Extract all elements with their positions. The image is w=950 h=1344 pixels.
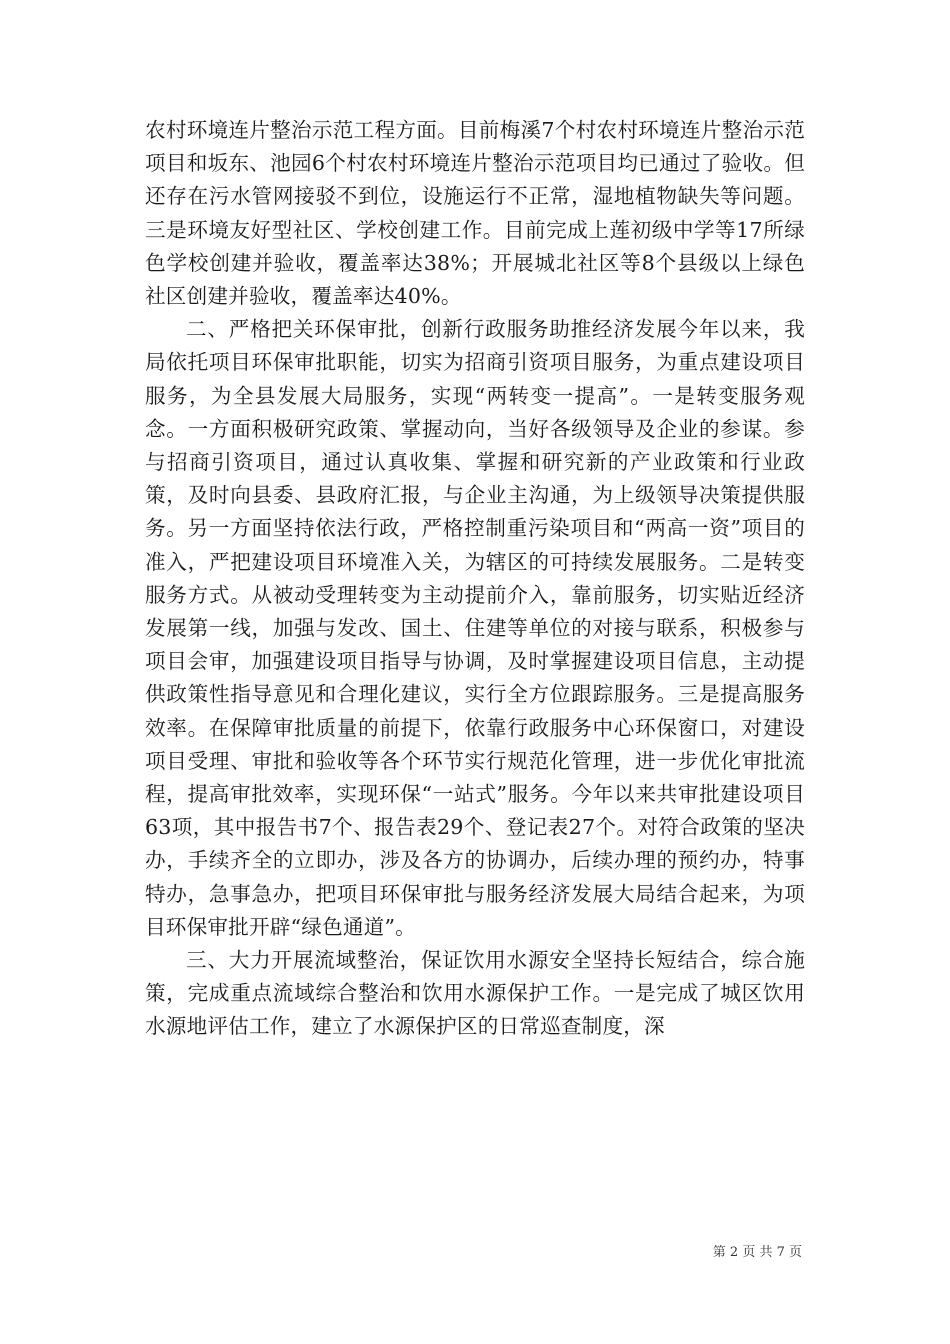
- document-body: [145, 114, 805, 1044]
- paragraph-continuation: 农村环境连片整治示范工程方面。目前梅溪7个村农村环境连片整治示范项目和坂东、池园6个村农村环境连片整治示范项目均已通过了验收。但还存在污水管网接驳不到位，设施运行不正常，湿地植物缺失等问题。三是环境友好型社区、学校创建工作。目前完成上莲初级中学等17所绿色学校创建并验收，覆盖率达38%；开展城北社区等8个县级以上绿色社区创建并验收，覆盖率达40%。: [145, 118, 805, 309]
- paragraph-section-three: 三、大力开展流域整治，保证饮用水源安全坚持长短结合，综合施策，完成重点流域综合整治和饮用水源保护工作。一是完成了城区饮用水源地评估工作，建立了水源保护区的日常巡查制度，深: [145, 948, 805, 1039]
- paragraph-section-two: 二、严格把关环保审批，创新行政服务助推经济发展今年以来，我局依托项目环保审批职能，切实为招商引资项目服务，为重点建设项目服务，为全县发展大局服务，实现“两转变一提高”。一是转变服务观念。一方面积极研究政策、掌握动向，当好各级领导及企业的参谋。参与招商引资项目，通过认真收集、掌握和研究新的产业政策和行业政策，及时向县委、县政府汇报，与企业主沟通，为上级领导决策提供服务。另一方面坚持依法行政，严格控制重污染项目和“两高一资”项目的准入，严把建设项目环境准入关，为辖区的可持续发展服务。二是转变服务方式。从被动受理转变为主动提前介入，靠前服务，切实贴近经济发展第一线，加强与发改、国土、住建等单位的对接与联系，积极参与项目会审，加强建设项目指导与协调，及时掌握建设项目信息，主动提供政策性指导意见和合理化建议，实行全方位跟踪服务。三是提高服务效率。在保障审批质量的前提下，依靠行政服务中心环保窗口，对建设项目受理、审批和验收等各个环节实行规范化管理，进一步优化审批流程，提高审批效率，实现环保“一站式”服务。今年以来共审批建设项目63项，其中报告书7个、报告表29个、登记表27个。对符合政策的坚决办，手续齐全的立即办，涉及各方的协调办，后续办理的预约办，特事特办，急事急办，把项目环保审批与服务经济发展大局结合起来，为项目环保审批开辟“绿色通道”。: [145, 317, 805, 939]
- page-number-footer: 第 2 页 共 7 页: [712, 1245, 802, 1260]
